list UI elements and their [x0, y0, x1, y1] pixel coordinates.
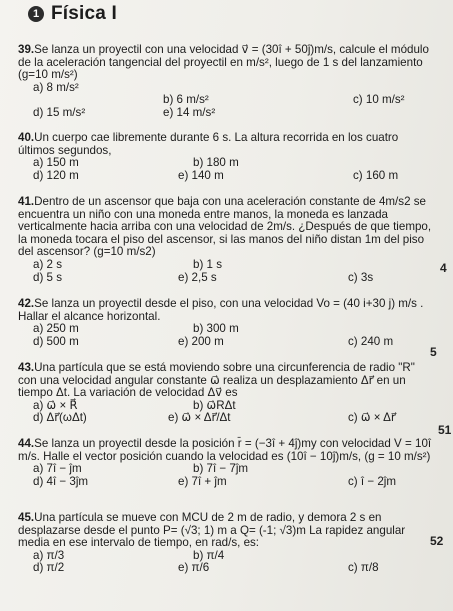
- option[interactable]: b) 6 m/s²: [163, 93, 209, 107]
- question-41: [18, 196, 436, 284]
- question-text: Un cuerpo cae libremente durante 6 s. La altura recorrida en los cuatro últimos segundos,: [18, 131, 399, 157]
- option[interactable]: d) 500 m: [33, 334, 79, 348]
- question-stem: [18, 44, 436, 82]
- question-number: 41.: [18, 195, 35, 208]
- option[interactable]: b) 300 m: [193, 322, 239, 336]
- question-42: [18, 298, 436, 348]
- options-row: [18, 157, 436, 170]
- options-row: [18, 336, 436, 349]
- question-text: Se lanza un proyectil desde el piso, con una velocidad Vo = (40 i+30 j) m/s . Hallar el alcance horizontal.: [18, 297, 424, 323]
- option[interactable]: b) 180 m: [193, 156, 239, 170]
- option[interactable]: e) 200 m: [178, 334, 224, 348]
- question-39: [18, 44, 436, 120]
- option[interactable]: e) ω⃗ × Δr⃗/Δt: [168, 411, 231, 425]
- question-text: Se lanza un proyectil desde la posición r̄ = (−3î + 4ĵ)my con velocidad V = 10î m/s. Halle el vector posición cuando la velocidad es (10î − 10ĵ)m/s, (g = 10 m/s²): [18, 437, 432, 463]
- option[interactable]: a) 150 m: [33, 156, 79, 170]
- question-text: Dentro de un ascensor que baja con una aceleración constante de 4m/s2 se encuentra un niño con una moneda entre manos, la moneda es lanzada verticalmente hacia arriba con una velocidad de 2m/s. ¿Después de que tiempo, la moneda tocara el piso del ascensor, si las manos del niño distan 1m del piso del ascensor? (g=10 m/s2): [18, 195, 432, 259]
- question-text: Una partícula que se está moviendo sobre una circunferencia de radio "R" con una velocidad angular constante ω⃗ realiza un desplazamiento Δr⃗ en un tiempo Δt. La variación de velocidad Δv⃗ es: [18, 361, 415, 400]
- page-header: [28, 3, 117, 25]
- option[interactable]: e) π/6: [178, 561, 210, 575]
- option[interactable]: d) 15 m/s²: [33, 105, 86, 119]
- option[interactable]: e) 2,5 s: [178, 270, 217, 284]
- option[interactable]: e) 14 m/s²: [163, 105, 216, 119]
- question-text: Una partícula se mueve con MCU de 2 m de radio, y demora 2 s en desplazarse desde el punto P= (√3; 1) m a Q= (-1; √3)m La rapidez angular media en ese intervalo de tiempo, en rad/s, es:: [18, 511, 406, 550]
- question-stem: [18, 132, 436, 157]
- margin-number: 52: [430, 534, 444, 548]
- option[interactable]: a) 7î − ĵm: [33, 462, 82, 476]
- options-row: [18, 476, 436, 489]
- option[interactable]: c) 160 m: [353, 168, 399, 182]
- question-43: [18, 362, 436, 425]
- question-number: 39.: [18, 43, 35, 56]
- option[interactable]: c) 240 m: [348, 334, 394, 348]
- question-number: 40.: [18, 131, 35, 144]
- option[interactable]: d) Δr⃗(ωΔt): [33, 411, 87, 425]
- option[interactable]: a) 8 m/s²: [33, 80, 79, 94]
- options-row: [18, 562, 436, 575]
- question-44: [18, 438, 436, 488]
- option[interactable]: b) π/4: [193, 548, 225, 562]
- option[interactable]: d) 4î − 3ĵm: [33, 474, 89, 488]
- option[interactable]: a) 250 m: [33, 322, 79, 336]
- question-stem: [18, 362, 436, 400]
- question-number: 44.: [18, 437, 35, 450]
- option[interactable]: a) ω⃗ × R⃗: [33, 398, 78, 412]
- margin-number: 4: [440, 261, 447, 275]
- options-row: [18, 412, 436, 425]
- option[interactable]: a) π/3: [33, 548, 65, 562]
- option[interactable]: d) 120 m: [33, 168, 79, 182]
- question-40: [18, 132, 436, 182]
- option[interactable]: c) π/8: [348, 561, 379, 575]
- question-45: [18, 512, 436, 575]
- section-badge: 1: [28, 6, 44, 22]
- option[interactable]: c) ω⃗ × Δr⃗: [348, 411, 396, 425]
- option[interactable]: c) î − 2ĵm: [348, 474, 396, 488]
- margin-number: 51: [438, 423, 452, 437]
- option[interactable]: c) 10 m/s²: [353, 93, 405, 107]
- options-row: [18, 272, 436, 285]
- question-number: 43.: [18, 361, 35, 374]
- question-stem: [18, 438, 436, 463]
- question-stem: [18, 196, 436, 259]
- question-stem: [18, 512, 436, 550]
- question-number: 45.: [18, 511, 35, 524]
- option[interactable]: e) 140 m: [178, 168, 224, 182]
- option[interactable]: e) 7î + ĵm: [178, 474, 227, 488]
- option[interactable]: d) 5 s: [33, 270, 62, 284]
- option[interactable]: b) 7î − 7ĵm: [193, 462, 249, 476]
- options-row: [18, 107, 436, 120]
- question-stem: [18, 298, 436, 323]
- question-text: Se lanza un proyectil con una velocidad v⃗ = (30î + 50ĵ)m/s, calcule el módulo de la aceleración tangencial del proyectil en m/s², luego de 1 s del lanzamiento (g=10 m/s²): [18, 43, 429, 82]
- page-title: Física I: [51, 3, 118, 24]
- options-row: [18, 323, 436, 336]
- option[interactable]: d) π/2: [33, 561, 65, 575]
- options-row: [18, 170, 436, 183]
- question-number: 42.: [18, 297, 35, 310]
- options-row: [18, 259, 436, 272]
- option[interactable]: c) 3s: [348, 270, 374, 284]
- margin-number: 5: [430, 345, 437, 359]
- option[interactable]: b) 1 s: [193, 257, 222, 271]
- options-row: [18, 463, 436, 476]
- option[interactable]: b) ω⃗RΔt: [193, 398, 236, 412]
- option[interactable]: a) 2 s: [33, 257, 62, 271]
